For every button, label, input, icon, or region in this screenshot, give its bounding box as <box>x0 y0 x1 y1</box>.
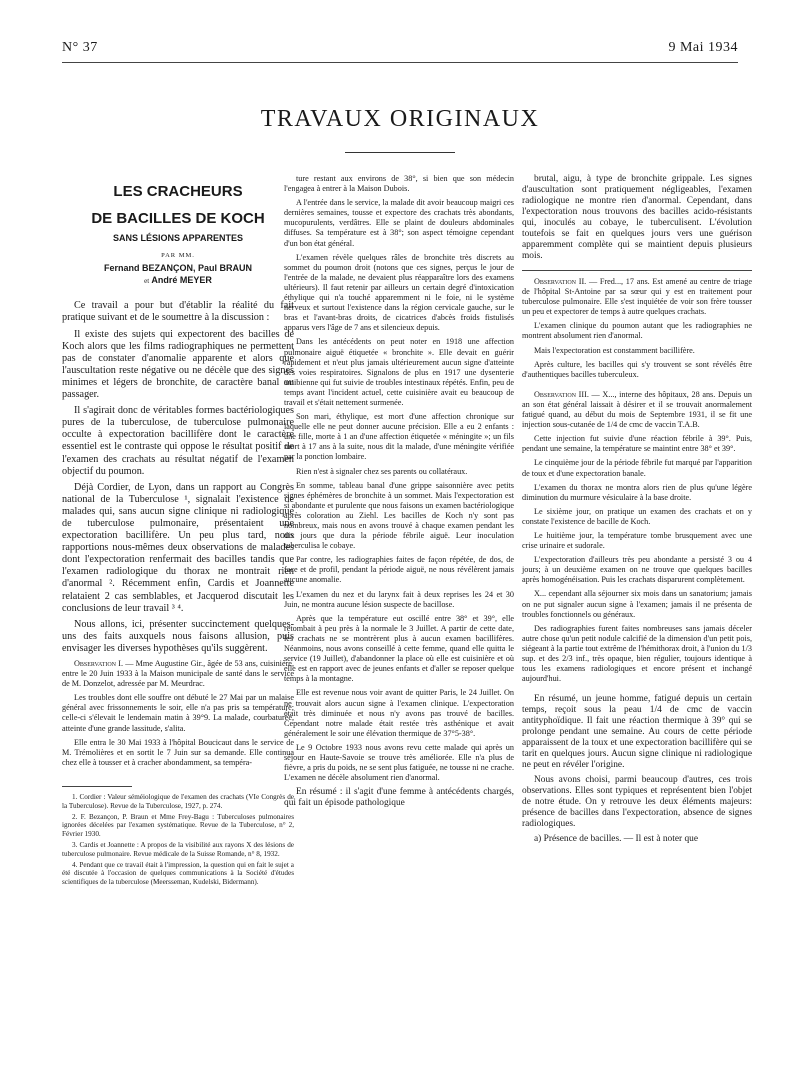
separator <box>522 270 752 271</box>
paragraph: Il existe des sujets qui expectorent des bacilles de Koch alors que les films radiographiques ne permettent pas de constater d'anomalie apparente et alors que l'auscultation reste négative ou ne décèle que des signes minimes et légers de bronchite, de caractère banal ou passager. <box>62 328 294 401</box>
paragraph: L'examen clinique du poumon autant que les radiographies ne montrent absolument rien d'anormal. <box>522 321 752 341</box>
authors-et: et <box>144 277 150 286</box>
section-rule <box>345 152 455 153</box>
paragraph: Le cinquième jour de la période fébrile fut marqué par l'apparition de toux et d'une expectoration banale. <box>522 458 752 478</box>
observation-3 <box>522 390 752 430</box>
issue-date: 9 Mai 1934 <box>668 40 738 55</box>
footnote: 1. Cordier : Valeur séméiologique de l'examen des crachats (VIe Congrès de la Tuberculose). Revue de la Tuberculose, 1927, p. 274. <box>62 792 294 810</box>
paragraph: Elle est revenue nous voir avant de quitter Paris, le 24 Juillet. On ne trouvait alors aucun signe à l'examen clinique. L'expectoration était très diminuée et nous n'y avons pas trouvé de bacilles. Cependant notre malade était restée très asthénique et avait généralement le soir une élévation thermique de 37°5-38°. <box>284 688 514 738</box>
issue-number: N° 37 <box>62 40 98 55</box>
paragraph: Elle entra le 30 Mai 1933 à l'hôpital Boucicaut dans le service de M. Trémolières et en sortit le 7 Juin sur sa demande. Elle continua chez elle à tousser et à cracher abondamment, sa tempéra- <box>62 737 294 767</box>
paragraph: Cette injection fut suivie d'une réaction fébrile à 39°. Puis, pendant une semaine, la température se maintint entre 38° et 39°. <box>522 434 752 454</box>
paragraph: Nous avons choisi, parmi beaucoup d'autres, ces trois observations. Elles sont typiques et représentent bien l'objet de notre étude. On y retrouve les deux éléments majeurs: présence de bacilles dans l'expectoration, absence de signes radiologiques. <box>522 775 752 830</box>
article-title-line2: DE BACILLES DE KOCH <box>91 210 265 227</box>
observation-label: Observation III. <box>534 389 589 399</box>
paragraph: Les troubles dont elle souffre ont débuté le 27 Mai par un malaise général avec frissonnements le soir, elle n'a pas pris sa température; celle-ci s'élevait le lendemain matin à 39°9. La malade, courbaturée, atteinte d'une grande lassitude, s'alita. <box>62 693 294 733</box>
footnote-rule <box>62 786 132 787</box>
column-3 <box>522 174 752 849</box>
column-2 <box>284 174 514 813</box>
footnote: 4. Pendant que ce travail était à l'impression, la question qui en fait le sujet a été discutée à l'occasion de quelques communications à la Société d'études scientifiques de la tuberculose (Meersseman, Kudelski, Bidermann). <box>62 860 294 887</box>
paragraph: X... cependant alla séjourner six mois dans un sanatorium; jamais on ne put signaler aucun signe à l'examen; jamais il ne présenta de troubles fonctionnels ou généraux. <box>522 589 752 619</box>
paragraph: En somme, tableau banal d'une grippe saisonnière avec petits signes éphémères de bronchite à un sommet. Mais l'expectoration est si abondante et purulente que nous faisons un examen bactériologique après coloration au Ziehl. Les bacilles de Koch n'y sont pas nombreux, mais nous en avons trouvé à chaque examen pendant les dix jours que dura la période fébrile aiguë. Leur inoculation tuberculisa le cobaye. <box>284 480 514 551</box>
paragraph: Déjà Cordier, de Lyon, dans un rapport au Congrès national de la Tuberculose ¹, signalait l'existence de malades qui, sans aucun signe clinique ni radiologique de tuberculose pulmonaire, présentaient une expectoration bacillifère. Un peu plus tard, nous rapportions nous-mêmes deux observations de malades dont l'expectoration renfermait des bacilles tandis que l'examen radiologique du thorax ne montrait rien d'anormal ². Récemment enfin, Cardis et Joannette relataient 2 cas semblables, et Jacquerod discutait les conclusions de leur travail ³ ⁴. <box>62 481 294 614</box>
paragraph: Après que la température eut oscillé entre 38° et 39°, elle retombait à peu près à la normale le 3 Juillet. A partir de cette date, les crachats ne se montrèrent plus à aucun examen bacillifères. Néanmoins, nous avons conseillé à cette femme, quand elle quitta le service (19 Juillet), d'abandonner la place où elle est cuisinière et où elle est en rapport avec de jeunes enfants et d'aller se reposer quelque temps à la montagne. <box>284 613 514 684</box>
paragraph: Le sixième jour, on pratique un examen des crachats et on y constate l'existence de bacille de Koch. <box>522 506 752 526</box>
paragraph: L'examen du nez et du larynx fait à deux reprises les 24 et 30 Juin, ne montra aucune lésion suspecte de bacillose. <box>284 589 514 609</box>
paragraph: En résumé, un jeune homme, fatigué depuis un certain temps, reçoit sous la peau 1/4 de cmc de vaccin antityphoïdique. Il fait une réaction thermique à 39° qui se prolonge pendant une semaine. Au cours de cette période apparaissent de la toux et une expectoration bacillifère qui se tarit en quelques jours. Aucun signe clinique ni radiologique ne peut en révéler l'origine. <box>522 694 752 771</box>
article-subtitle: SANS LÉSIONS APPARENTES <box>112 233 244 243</box>
paragraph: Ce travail a pour but d'établir la réalité du fait pratique suivant et de le soumettre à la discussion : <box>62 300 294 324</box>
authors-line1: Fernand BEZANÇON, Paul BRAUN <box>103 263 252 274</box>
paragraph: Des radiographies furent faites nombreuses sans jamais déceler autre chose qu'un petit nodule calcifié de la dimension d'un petit pois, siégeant à la partie tout extrême de l'hémithorax droit, à l'union du 1/3 sup. et des 2/3 inf., très opaque, bien régulier, toujours identique à tous les examens radiologiques et encore présent et inchangé aujourd'hui. <box>522 623 752 684</box>
observation-text: — Fred..., 17 ans. Est amené au centre de triage de l'hôpital St-Antoine par sa sœur qui y est en traitement pour tuberculose pulmonaire. Elle s'est inquiétée de voir son frère tousser un peu et expectorer de temps à autre quelques crachats. <box>522 277 752 317</box>
header-rule <box>62 62 738 63</box>
paragraph: Rien n'est à signaler chez ses parents ou collatéraux. <box>296 466 468 476</box>
footnotes <box>62 793 294 887</box>
paragraph: L'expectoration d'ailleurs très peu abondante a persisté 3 ou 4 jours; à un deuxième examen on ne trouve que quelques bacilles après homogénéisation. Puis les crachats disparurent complètement. <box>522 555 752 585</box>
column-1 <box>62 174 294 889</box>
paragraph: En résumé : il s'agit d'une femme à antécédents chargés, qui fait un épisode pathologique <box>284 787 514 809</box>
paragraph: A l'entrée dans le service, la malade dit avoir beaucoup maigri ces dernières semaines, tousse et expectore des crachats très abondants, mucopurulents, verdâtres. Elle se plaint de douleurs abdominales diffuses. Sa température est à 38°; son aspect témoigne cependant d'un bon état général. <box>284 198 514 248</box>
authors-name: André MEYER <box>151 275 212 286</box>
observation-text: — X..., interne des hôpitaux, 28 ans. Depuis un an son état général laissait à désirer et il se trouvait anormalement fatigué quand, au début du mois de Septembre 1931, il se fit une injection sous-cutanée de 1/4 de cmc de vaccin T.A.B. <box>522 389 752 430</box>
section-title: TRAVAUX ORIGINAUX <box>260 106 540 132</box>
footnote: 2. F. Bezançon, P. Braun et Mme Frey-Bagu : Tuberculoses pulmonaires ignorées décelées par l'examen systématique. Revue de la Tuberculose, n° 2, Février 1930. <box>62 812 294 839</box>
paragraph: L'examen du thorax ne montra alors rien de plus qu'une légère diminution du murmure vésiculaire à la base droite. <box>522 482 752 502</box>
footnote: 3. Cardis et Joannette : A propos de la visibilité aux rayons X des lésions de tuberculose pulmonaire. Revue médicale de la Suisse Romande, n° 8, 1932. <box>62 840 294 858</box>
paragraph: L'examen révèle quelques râles de bronchite très discrets au sommet du poumon droit (notons que ces signes, perçus le jour de l'entrée de la malade, ne devaient plus réapparaître lors des examens ultérieurs). Il faut retenir par ailleurs un certain degré d'intoxication éthylique qui n'a touché apparemment ni le foie, ni le système nerveux et surtout l'existence dans la région cervicale gauche, sur le bras et l'avant-bras droits, de cicatrices d'abcès froids fistulisés apparus vers l'âge de 7 ans et silencieux depuis. <box>284 252 514 333</box>
observation-label: Observation I. <box>74 659 123 668</box>
paragraph: Le 9 Octobre 1933 nous avons revu cette malade qui après un séjour en Haute-Savoie se trouve très améliorée. Elle n'a plus de fièvre, a pris du poids, ne se sent plus fatiguée, ne tousse ni ne crache. L'examen ne décèle absolument rien d'anormal. <box>284 742 514 783</box>
observation-1 <box>62 659 294 689</box>
paragraph: ture restant aux environs de 38°, si bien que son médecin l'engagea à entrer à la Maison Dubois. <box>284 174 514 194</box>
paragraph: Il s'agirait donc de véritables formes bactériologiques pures de la tuberculose, de tuberculose pulmonaire occulte à expectoration bacillifère dont le caractère essentiel est le contraste qui oppose le résultat positif de l'examen des crachats au résultat négatif de l'examen objectif du poumon. <box>62 405 294 477</box>
paragraph: Son mari, éthylique, est mort d'une affection chronique sur laquelle elle ne peut donner aucune précision. Elle a eu 2 enfants : une fille, morte à 1 an d'une affection étiquetée « méningite »; un fils mort à 17 ans à la suite, nous dit la malade, d'une méningite vérifiée par la ponction lombaire. <box>284 412 514 462</box>
article-title-line1: LES CRACHEURS <box>113 183 243 200</box>
par-label: PAR MM. <box>161 252 195 260</box>
observation-label: Observation II. <box>534 277 587 286</box>
paragraph: Après culture, les bacilles qui s'y trouvent se sont révélés être d'authentiques bacilles tuberculeux. <box>522 359 752 379</box>
paragraph: Mais l'expectoration est constamment bacillifère. <box>534 345 695 355</box>
paragraph: brutal, aigu, à type de bronchite grippale. Les signes d'auscultation sont pratiquement négligeables, l'examen radiologique ne montre rien d'anormal. Cependant, dans l'expectoration nous trouvons des bacilles acido-résistants qui, inoculés au cobaye, le tuberculisent. L'évolution toutefois se fait en quelques jours vers une guérison apparemment complète qui se maintient depuis plusieurs mois. <box>522 174 752 261</box>
observation-2 <box>522 277 752 317</box>
paragraph: Nous allons, ici, présenter succinctement quelques-uns des faits auxquels nous faisons allusion, puis envisager les diverses hypothèses qu'ils suggèrent. <box>62 618 294 654</box>
paragraph: Par contre, les radiographies faites de façon répétée, de dos, de face et de profil, pendant la période aiguë, ne nous révélèrent jamais aucune anomalie. <box>284 555 514 585</box>
paragraph: a) Présence de bacilles. — Il est à noter que <box>534 834 698 845</box>
paragraph: Le huitième jour, la température tombe brusquement avec une crise urinaire et sudorale. <box>522 530 752 551</box>
paragraph: Dans les antécédents on peut noter en 1918 une affection pulmonaire aiguë étiquetée « bronchite ». Elle devait en guérir rapidement et n'eut plus jamais ultérieurement aucun signe d'atteinte des voies respiratoires. Signalons de plus en 1917 une dysenterie amibienne qui fut suivie de troubles intestinaux répétés. Enfin, peu de temps avant l'incident actuel, cette cuisinière avait eu beaucoup de travail et s'était nettement surmenée. <box>284 337 514 407</box>
authors-line2 <box>62 275 294 286</box>
observation-text: — Mme Augustine Gir., âgée de 53 ans, cuisinière, entre le 20 Juin 1933 à la Maison municipale de santé dans le service de M. Donzelot, adressée par M. Meurdrac. <box>62 659 294 689</box>
